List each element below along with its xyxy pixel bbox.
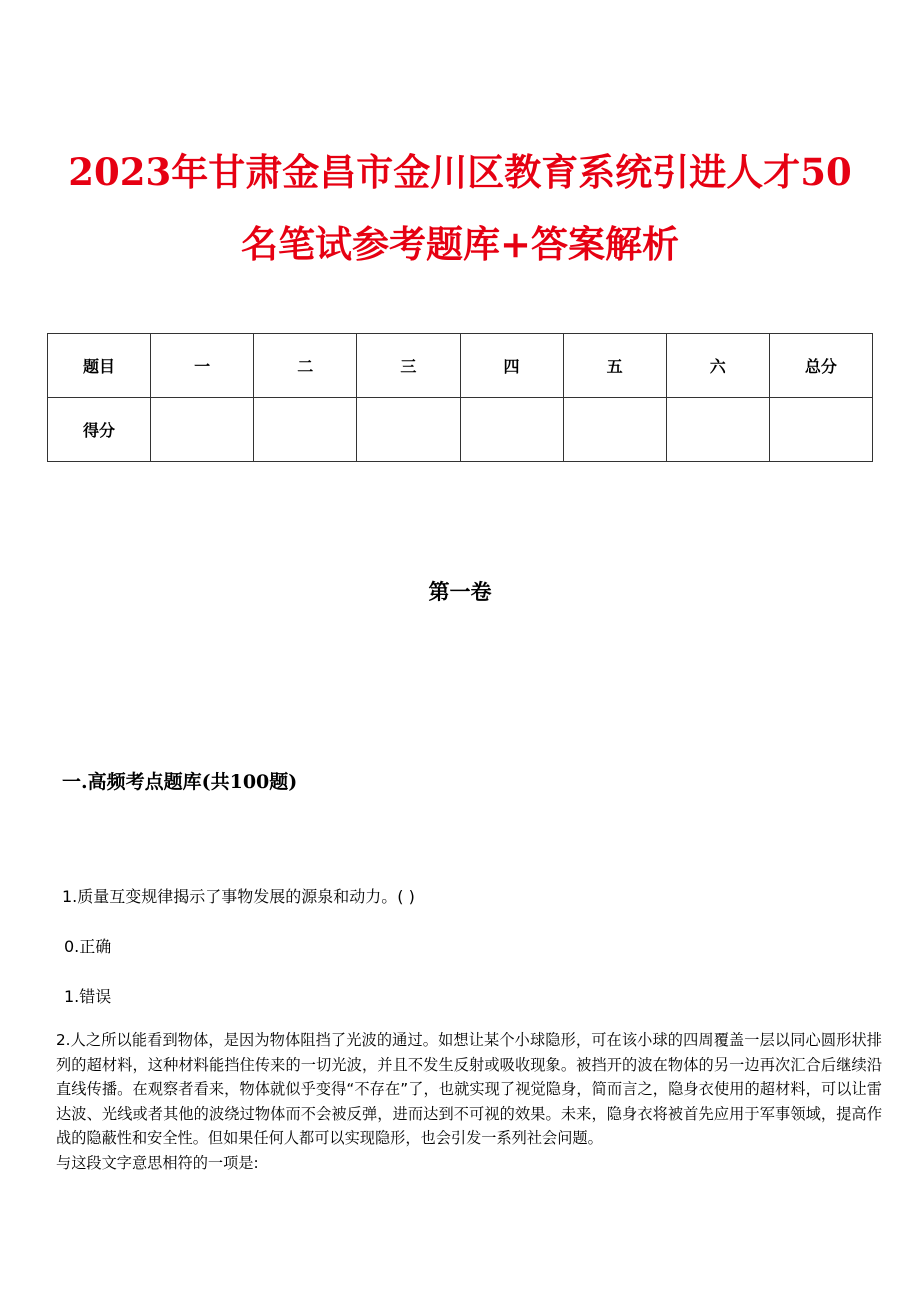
- header-cell-6: 六: [666, 334, 769, 398]
- score-table: [47, 333, 873, 462]
- header-cell-total: 总分: [769, 334, 872, 398]
- header-cell-3: 三: [357, 334, 460, 398]
- score-cell-6[interactable]: [666, 398, 769, 462]
- score-table-score-row: [48, 398, 873, 462]
- score-cell-1[interactable]: [151, 398, 254, 462]
- score-cell-2[interactable]: [254, 398, 357, 462]
- header-cell-topic: 题目: [48, 334, 151, 398]
- header-cell-5: 五: [563, 334, 666, 398]
- score-cell-4[interactable]: [460, 398, 563, 462]
- row-label-score: 得分: [48, 398, 151, 462]
- question-2-prompt: 与这段文字意思相符的一项是:: [56, 1153, 259, 1172]
- score-cell-5[interactable]: [563, 398, 666, 462]
- header-cell-4: 四: [460, 334, 563, 398]
- question-2: [56, 1028, 882, 1176]
- section-title: 一.高频考点题库(共100题): [62, 771, 298, 793]
- question-1-option-correct[interactable]: 0.正确: [64, 937, 112, 956]
- volume-title: 第一卷: [428, 579, 492, 604]
- question-1-option-wrong[interactable]: 1.错误: [64, 987, 112, 1006]
- document-title-line-1: 2023年甘肃金昌市金川区教育系统引进人才50: [68, 150, 852, 194]
- score-cell-3[interactable]: [357, 398, 460, 462]
- header-cell-1: 一: [151, 334, 254, 398]
- question-2-stem: 2.人之所以能看到物体，是因为物体阻挡了光波的通过。如想让某个小球隐形，可在该小球的四周覆盖一层以同心圆形状排列的超材料，这种材料能挡住传来的一切光波，并且不发生反射或吸收现象。被挡开的波在物体的另一边再次汇合后继续沿直线传播。在观察者看来，物体就似乎变得“不存在”了，也就实现了视觉隐身，简而言之，隐身衣使用的超材料，可以让雷达波、光线或者其他的波绕过物体而不会被反弹，进而达到不可视的效果。未来，隐身衣将被首先应用于军事领域，提高作战的隐蔽性和安全性。但如果任何人都可以实现隐形，也会引发一系列社会问题。: [56, 1031, 882, 1148]
- document-title-line-2: 名笔试参考题库+答案解析: [240, 222, 679, 266]
- score-cell-total[interactable]: [769, 398, 872, 462]
- score-table-header-row: [48, 334, 873, 398]
- header-cell-2: 二: [254, 334, 357, 398]
- question-1-stem: 1.质量互变规律揭示了事物发展的源泉和动力。( ): [62, 887, 415, 906]
